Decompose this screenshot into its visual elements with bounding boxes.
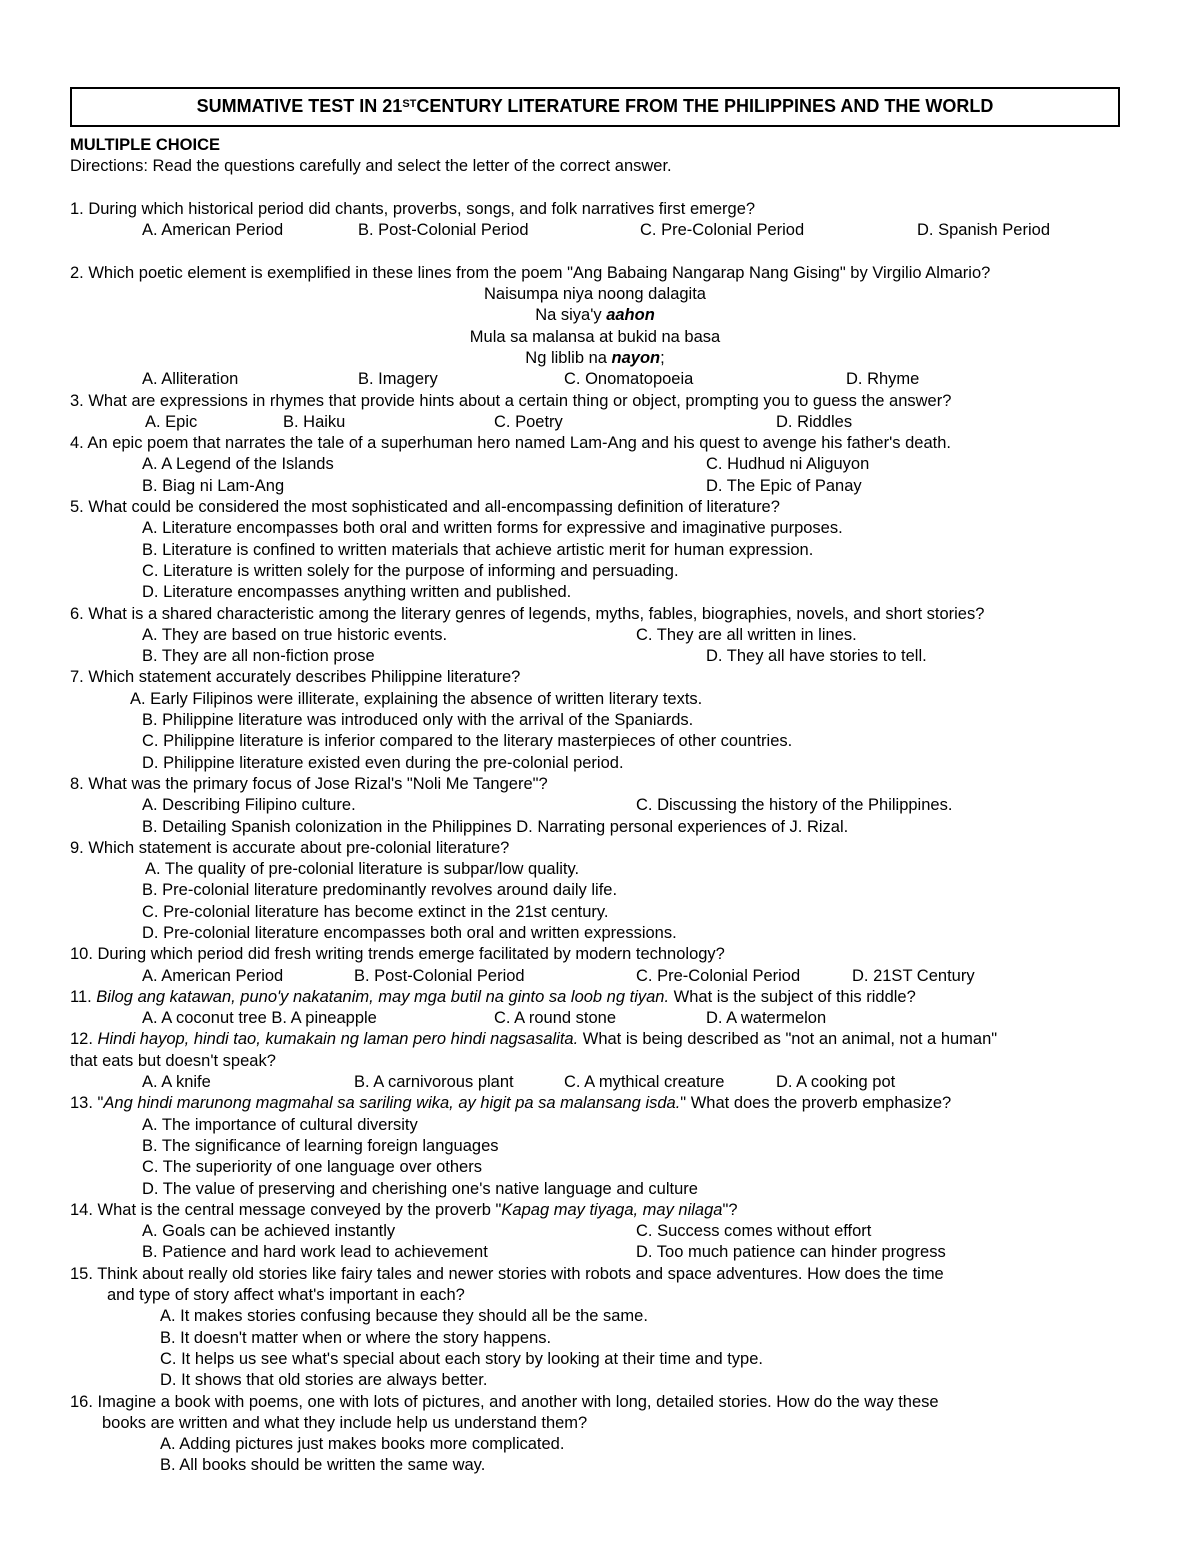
title-suffix: CENTURY LITERATURE FROM THE PHILIPPINES AND THE WORLD <box>416 96 994 117</box>
poem-line-4-punct: ; <box>660 348 665 367</box>
question-3: 3. What are expressions in rhymes that provide hints about a certain thing or object, prompting you to guess the answer? <box>70 391 952 410</box>
choice-a: A. Adding pictures just makes books more complicated. <box>160 1435 565 1454</box>
title-prefix: SUMMATIVE TEST IN 21 <box>196 96 403 117</box>
question-8-choices-row-1 <box>70 795 1130 816</box>
question-14-choices-row-2 <box>70 1242 1130 1263</box>
choice-c: C. The superiority of one language over others <box>142 1158 482 1177</box>
choice-d: D. They all have stories to tell. <box>706 647 927 666</box>
choice-b: B. Haiku <box>283 412 346 431</box>
question-1: 1. During which historical period did chants, proverbs, songs, and folk narratives first emerge? <box>70 199 756 218</box>
choice-d: D. Philippine literature existed even during the pre-colonial period. <box>142 753 624 772</box>
choice-d: D. 21ST Century <box>852 966 975 985</box>
choice-d: D. Rhyme <box>846 370 920 389</box>
page-title <box>70 87 1120 127</box>
choice-c: C. A round stone <box>494 1009 617 1028</box>
question-15-continued: and type of story affect what's important in each? <box>107 1286 465 1305</box>
choice-b: B. They are all non-fiction prose <box>142 647 375 666</box>
proverb-text: Ang hindi marunong magmahal sa sariling wika, ay higit pa sa malansang isda. <box>103 1094 681 1113</box>
choice-d: D. A watermelon <box>706 1009 827 1028</box>
question-11-choices <box>70 1008 1130 1029</box>
question-number: 13. " <box>70 1094 104 1113</box>
choice-a: A. A Legend of the Islands <box>142 455 334 474</box>
poem-line-2 <box>70 305 1120 326</box>
question-7: 7. Which statement accurately describes Philippine literature? <box>70 668 521 687</box>
choice-b: B. Philippine literature was introduced only with the arrival of the Spaniards. <box>142 711 694 730</box>
question-text: What is the subject of this riddle? <box>669 987 916 1006</box>
choice-b: B. Pre-colonial literature predominantly revolves around daily life. <box>142 881 618 900</box>
question-3-choices <box>70 412 1130 433</box>
choice-c: C. Philippine literature is inferior compared to the literary masterpieces of other countries. <box>142 732 793 751</box>
question-2: 2. Which poetic element is exemplified in these lines from the poem "Ang Babaing Nangarap Nang Gising" by Virgilio Almario? <box>70 263 991 282</box>
choice-a: A. Describing Filipino culture. <box>142 796 356 815</box>
riddle-text: Hindi hayop, hindi tao, kumakain ng laman pero hindi nagsasalita. <box>97 1030 579 1049</box>
choice-c: C. A mythical creature <box>564 1073 725 1092</box>
choice-a: A. Early Filipinos were illiterate, explaining the absence of written literary texts. <box>130 689 703 708</box>
choice-c: C. Success comes without effort <box>636 1222 872 1241</box>
choice-a-b: A. A coconut tree B. A pineapple <box>142 1009 377 1028</box>
question-2-choices <box>70 369 1130 390</box>
choice-b: B. Biag ni Lam-Ang <box>142 476 285 495</box>
choice-c: C. Literature is written solely for the purpose of informing and persuading. <box>142 561 679 580</box>
section-heading: MULTIPLE CHOICE <box>70 136 221 154</box>
question-10: 10. During which period did fresh writing trends emerge facilitated by modern technology? <box>70 945 725 964</box>
question-text-end: "? <box>722 1200 738 1219</box>
question-text: " What does the proverb emphasize? <box>680 1094 952 1113</box>
choice-c: C. Discussing the history of the Philippines. <box>636 796 953 815</box>
poem-line-1: Naisumpa niya noong dalagita <box>484 285 706 304</box>
choice-b: B. It doesn't matter when or where the story happens. <box>160 1328 552 1347</box>
question-12-choices <box>70 1072 1130 1093</box>
question-4-choices-row-1 <box>70 454 1130 475</box>
choice-b: B. Imagery <box>358 370 438 389</box>
choice-a: A. They are based on true historic events. <box>142 625 448 644</box>
choice-a: A. American Period <box>142 221 284 240</box>
question-10-choices <box>70 966 1130 987</box>
choice-a: A. Epic <box>145 412 198 431</box>
choice-d: D. The value of preserving and cherishing one's native language and culture <box>142 1179 698 1198</box>
choice-b: B. Post-Colonial Period <box>358 221 529 240</box>
choice-c: C. It helps us see what's special about each story by looking at their time and type. <box>160 1349 763 1368</box>
question-12-continued: that eats but doesn't speak? <box>70 1051 276 1070</box>
poem-line-3: Mula sa malansa at bukid na basa <box>469 327 721 346</box>
poem-line-4-text: Ng liblib na <box>525 348 612 367</box>
choice-b: B. The significance of learning foreign languages <box>142 1136 499 1155</box>
question-text: 14. What is the central message conveyed by the proverb " <box>70 1200 502 1219</box>
choice-c: C. They are all written in lines. <box>636 625 857 644</box>
question-8-choices-row-2: B. Detailing Spanish colonization in the Philippines D. Narrating personal experiences of J. Rizal. <box>142 817 849 836</box>
question-16: 16. Imagine a book with poems, one with lots of pictures, and another with long, detailed stories. How do the way these <box>70 1392 939 1411</box>
choice-d: D. Too much patience can hinder progress <box>636 1243 946 1262</box>
poem-line-4 <box>70 348 1120 369</box>
choice-d: D. Spanish Period <box>917 221 1050 240</box>
question-16-continued: books are written and what they include help us understand them? <box>102 1413 588 1432</box>
question-13 <box>70 1093 1130 1114</box>
question-15: 15. Think about really old stories like fairy tales and newer stories with robots and space adventures. How does the time <box>70 1264 944 1283</box>
question-14-choices-row-1 <box>70 1221 1130 1242</box>
choice-b: B. Literature is confined to written materials that achieve artistic merit for human expression. <box>142 540 814 559</box>
choice-a: A. The importance of cultural diversity <box>142 1115 418 1134</box>
choice-d: D. A cooking pot <box>776 1073 896 1092</box>
question-8: 8. What was the primary focus of Jose Rizal's "Noli Me Tangere"? <box>70 774 548 793</box>
choice-d: D. Literature encompasses anything written and published. <box>142 583 572 602</box>
choice-d: D. Pre-colonial literature encompasses both oral and written expressions. <box>142 923 677 942</box>
choice-c: C. Poetry <box>494 412 563 431</box>
question-6-choices-row-1 <box>70 625 1130 646</box>
poem-emphasis-nayon: nayon <box>611 348 661 367</box>
choice-d: D. The Epic of Panay <box>706 476 862 495</box>
test-body <box>70 135 1130 1477</box>
choice-a: A. The quality of pre-colonial literature is subpar/low quality. <box>145 860 580 879</box>
choice-a: A. Literature encompasses both oral and written forms for expressive and imaginative purposes. <box>142 519 843 538</box>
question-5: 5. What could be considered the most sophisticated and all-encompassing definition of literature? <box>70 498 780 517</box>
choice-c: C. Pre-Colonial Period <box>636 966 801 985</box>
choice-b: B. Patience and hard work lead to achievement <box>142 1243 488 1262</box>
question-11 <box>70 987 1130 1008</box>
question-1-choices <box>70 220 1130 241</box>
choice-d: D. It shows that old stories are always better. <box>160 1371 488 1390</box>
choice-c: C. Pre-Colonial Period <box>640 221 805 240</box>
question-4: 4. An epic poem that narrates the tale of a superhuman hero named Lam-Ang and his quest to avenge his father's death. <box>70 434 951 453</box>
poem-emphasis-aahon: aahon <box>606 306 655 325</box>
choice-a: A. A knife <box>142 1073 211 1092</box>
question-6-choices-row-2 <box>70 646 1130 667</box>
choice-c: C. Pre-colonial literature has become extinct in the 21st century. <box>142 902 609 921</box>
choice-c: C. Hudhud ni Aliguyon <box>706 455 870 474</box>
choice-d: D. Riddles <box>776 412 853 431</box>
choice-a: A. Goals can be achieved instantly <box>142 1222 396 1241</box>
choice-a: A. It makes stories confusing because they should all be the same. <box>160 1307 648 1326</box>
question-12 <box>70 1029 1130 1050</box>
title-superscript: ST <box>402 98 417 111</box>
riddle-text: Bilog ang katawan, puno'y nakatanim, may mga butil na ginto sa loob ng tiyan. <box>96 987 670 1006</box>
question-4-choices-row-2 <box>70 476 1130 497</box>
question-9: 9. Which statement is accurate about pre-colonial literature? <box>70 838 510 857</box>
choice-a: A. Alliteration <box>142 370 239 389</box>
question-number: 12. <box>70 1030 98 1049</box>
poem-line-2-text: Na siya'y <box>535 306 607 325</box>
question-number: 11. <box>70 987 97 1006</box>
choice-b: B. All books should be written the same way. <box>160 1456 486 1475</box>
choice-b: B. A carnivorous plant <box>354 1073 514 1092</box>
directions: Directions: Read the questions carefully and select the letter of the correct answer. <box>70 157 672 176</box>
question-14 <box>70 1200 1130 1221</box>
question-text: What is being described as "not an animal, not a human" <box>578 1030 998 1049</box>
question-6: 6. What is a shared characteristic among the literary genres of legends, myths, fables, biographies, novels, and short stories? <box>70 604 985 623</box>
choice-c: C. Onomatopoeia <box>564 370 694 389</box>
choice-a: A. American Period <box>142 966 284 985</box>
proverb-text: Kapag may tiyaga, may nilaga <box>501 1200 723 1219</box>
choice-b: B. Post-Colonial Period <box>354 966 525 985</box>
